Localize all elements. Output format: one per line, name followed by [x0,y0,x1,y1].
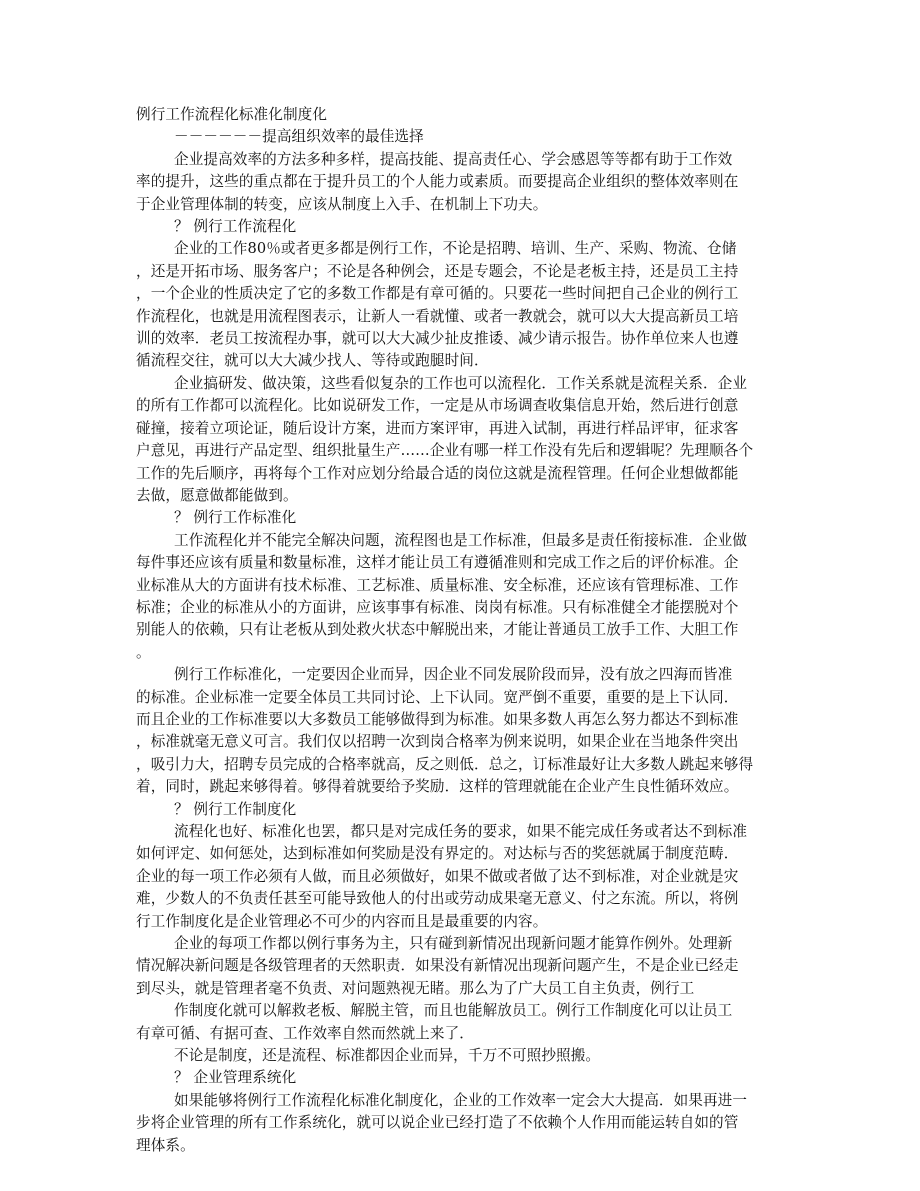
paragraph-line: 有章可循、有据可查、工作效率自然而然就上来了． [136,1024,474,1042]
paragraph-line: 流程化也好、标准化也罢，都只是对完成任务的要求，如果不能完成任务或者达不到标准 [174,823,748,840]
paragraph [136,373,786,507]
document-subtitle: －－－－－－提高组织效率的最佳选择 [174,128,424,146]
section-heading [136,1067,786,1089]
paragraph-line: 户意见，再进行产品定型、组织批量生产……企业有哪一样工作没有先后和逻辑呢？先理顺各个 [136,442,754,460]
paragraph-line: 每件事还应该有质量和数量标准，这样才能让员工有遵循准则和完成工作之后的评价标准。企 [136,554,739,572]
paragraph [136,1000,786,1045]
document-page [136,104,786,1157]
paragraph-line: ，标准就毫无意义可言。我们仅以招聘一次到岗合格率为例来说明，如果企业在当地条件突出 [136,733,739,751]
paragraph [136,530,786,664]
paragraph-line: ，还是开拓市场、服务客户；不论是各种例会，还是专题会，不论是老板主持，还是员工主持 [136,262,739,280]
paragraph-line: 企业的每一项工作必须有人做，而且必须做好，如果不做或者做了达不到标准，对企业就是灾 [136,867,739,885]
paragraph-line: 。 [136,643,151,661]
paragraph-line: 例行工作标准化，一定要因企业而异，因企业不同发展阶段而异，没有放之四海而皆准 [174,666,733,684]
paragraph [136,821,786,933]
paragraph [136,149,786,216]
paragraph-line: 训的效率．老员工按流程办事，就可以大大减少扯皮推诿、减少请示报告。协作单位来人也遵 [136,330,739,348]
paragraph-line: 如何评定、如何惩处，达到标准如何奖励是没有界定的。对达标与否的奖惩就属于制度范畴． [136,845,739,863]
paragraph [136,238,786,372]
paragraph-line: 去做，愿意做都能做到。 [136,486,298,504]
paragraph [136,1090,786,1157]
paragraph-line: 企业搞研发、做决策，这些看似复杂的工作也可以流程化．工作关系就是流程关系．企业 [174,374,748,392]
section-heading [136,799,786,821]
paragraph [136,1045,786,1067]
paragraph [136,933,786,1000]
paragraph-line: 标准；企业的标准从小的方面讲，应该事事有标准、岗岗有标准。只有标准健全才能摆脱对个 [136,598,739,616]
heading-text: ？ 企业管理系统化 [174,1069,297,1087]
document-body [136,149,786,1157]
paragraph-line: 工作流程化并不能完全解决问题，流程图也是工作标准，但最多是责任衔接标准．企业做 [174,531,748,549]
section-heading [136,507,786,529]
paragraph-line: 情况解决新问题是各级管理者的天然职责．如果没有新情况出现新问题产生，不是企业已经走 [136,957,739,975]
paragraph-line: 作制度化就可以解救老板、解脱主管，而且也能解放员工。例行工作制度化可以让员工 [174,1002,733,1020]
paragraph-line: 碰撞，接着立项论证，随后设计方案，进而方案评审，再进入试制，再进行样品评审，征求客 [136,419,739,437]
paragraph-line: 到尽头，就是管理者毫不负责、对问题熟视无睹。那么为了广大员工自主负责，例行工 [136,979,695,997]
paragraph-line: 的标准。企业标准一定要全体员工共同讨论、上下认同。宽严倒不重要，重要的是上下认同． [136,688,739,706]
paragraph-line: 企业提高效率的方法多种多样，提高技能、提高责任心、学会感恩等等都有助于工作效 [174,150,733,168]
paragraph-line: 企业的每项工作都以例行事务为主，只有碰到新情况出现新问题才能算作例外。处理新 [174,935,733,953]
paragraph-line: 步将企业管理的所有工作系统化，就可以说企业已经打造了不依赖个人作用而能运转自如的管 [136,1114,739,1132]
paragraph-line: 不论是制度，还是流程、标准都因企业而异，千万不可照抄照搬。 [174,1047,601,1065]
heading-text: ？ 例行工作流程化 [174,218,297,236]
paragraph-line: 业标准从大的方面讲有技术标准、工艺标准、质量标准、安全标准，还应该有管理标准、工作 [136,576,739,594]
paragraph-line: 着，同时，跳起来够得着。够得着就要给予奖励．这样的管理就能在企业产生良性循环效应。 [136,778,739,796]
heading-text: ？ 例行工作制度化 [174,800,297,818]
paragraph-line: 循流程交往，就可以大大减少找人、等待或跑腿时间． [136,352,489,370]
paragraph-line: 的所有工作都可以流程化。比如说研发工作，一定是从市场调查收集信息开始，然后进行创意 [136,397,739,415]
heading-text: ？ 例行工作标准化 [174,509,297,527]
paragraph-line: 理体系。 [136,1136,195,1154]
paragraph-line: 率的提升，这些的重点都在于提升员工的个人能力或素质。而要提高企业组织的整体效率则在 [136,173,739,191]
paragraph-line: 工作的先后顺序，再将每个工作对应划分给最合适的岗位这就是流程管理。任何企业想做都能 [136,464,739,482]
paragraph-line: 而且企业的工作标准要以大多数员工能够做得到为标准。如果多数人再怎么努力都达不到标准 [136,710,739,728]
paragraph-line: 作流程化，也就是用流程图表示，让新人一看就懂、或者一教就会，就可以大大提高新员工培 [136,307,739,325]
paragraph-line: 难，少数人的不负责任甚至可能导致他人的付出或劳动成果毫无意义、付之东流。所以，将例 [136,890,739,908]
paragraph-line: 于企业管理体制的转变，应该从制度上入手、在机制上下功夫。 [136,195,548,213]
paragraph-line: 如果能够将例行工作流程化标准化制度化，企业的工作效率一定会大大提高．如果再进一 [174,1091,748,1109]
paragraph-line: ，一个企业的性质决定了它的多数工作都是有章可循的。只要花一些时间把自己企业的例行工 [136,285,739,303]
paragraph-line: ，吸引力大，招聘专员完成的合格率就高，反之则低．总之，订标准最好让大多数人跳起来够得 [136,755,754,773]
document-title: 例行工作流程化标准化制度化 [136,106,328,123]
paragraph-line: 别能人的依赖，只有让老板从到处救火状态中解脱出来，才能让普通员工放手工作、大胆工作 [136,621,739,639]
paragraph [136,664,786,798]
section-heading [136,216,786,238]
paragraph-line: 企业的工作80％或者更多都是例行工作，不论是招聘、培训、生产、采购、物流、仓储 [174,240,737,258]
paragraph-line: 行工作制度化是企业管理必不可少的内容而且是最重要的内容。 [136,912,548,930]
